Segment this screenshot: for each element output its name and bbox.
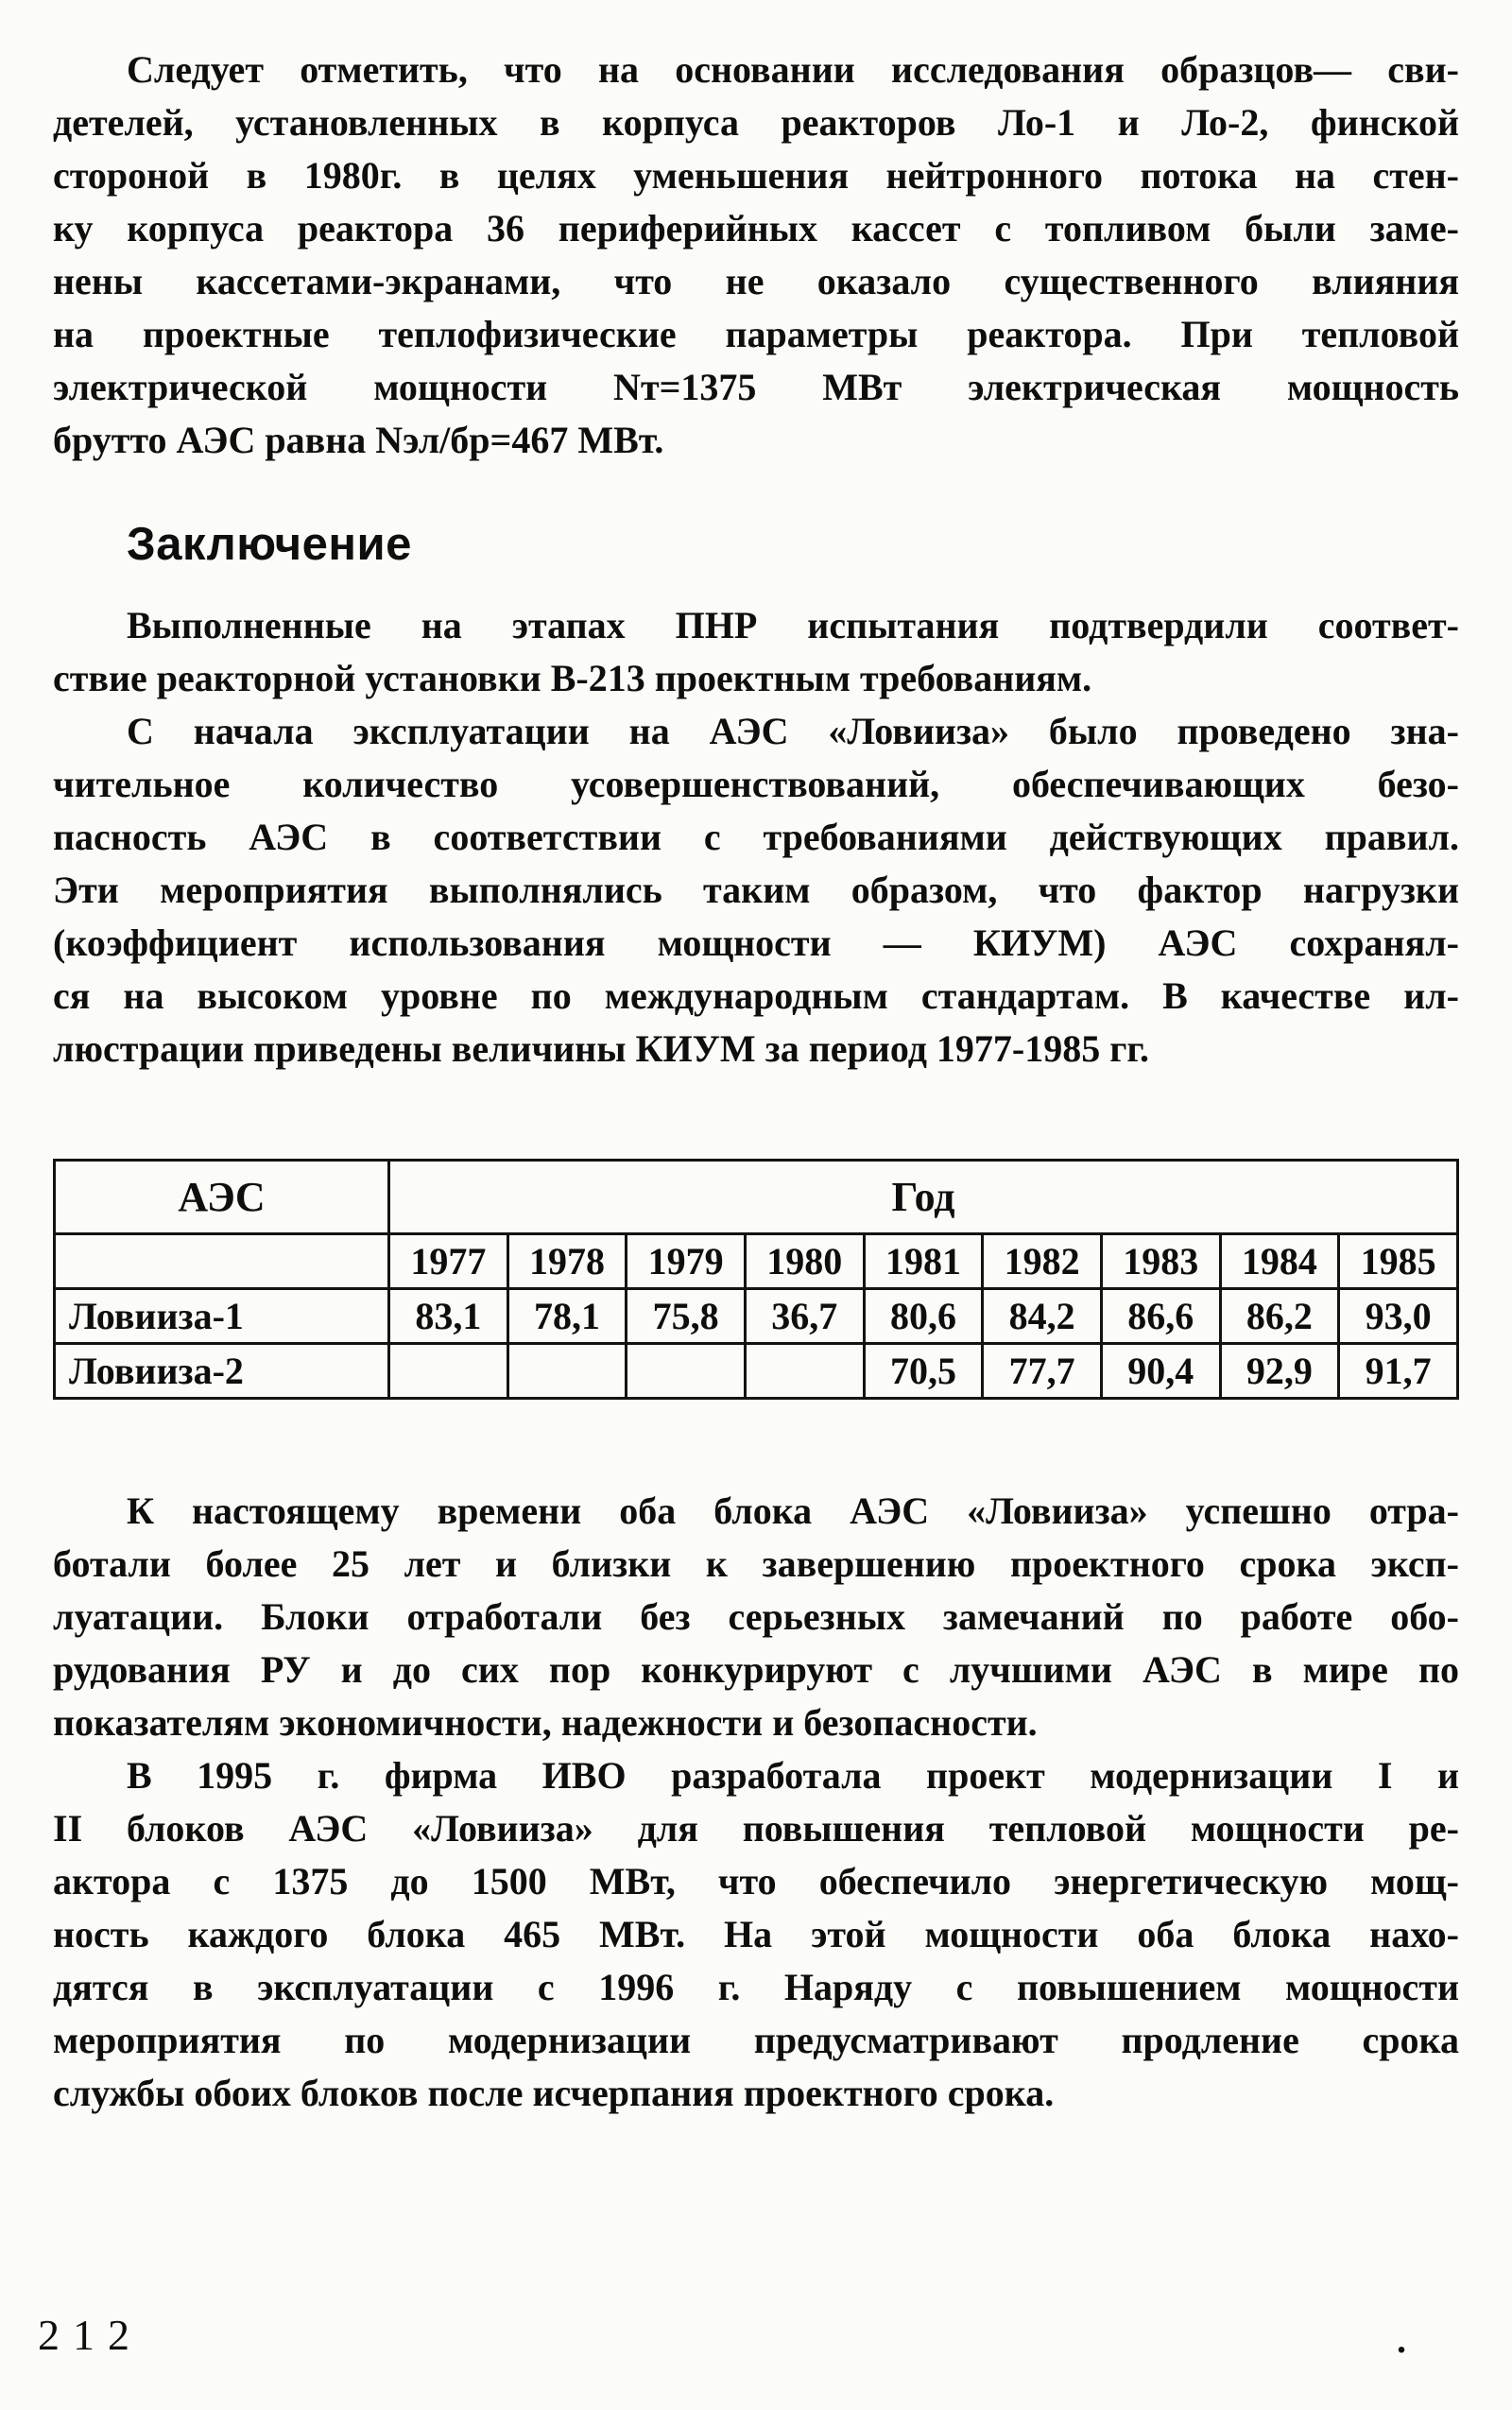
text-line: II блоков АЭС «Ловииза» для повышения тепловой мощности ре- bbox=[53, 1807, 1459, 1850]
text-line: службы обоих блоков после исчерпания проектного срока. bbox=[53, 2072, 1055, 2114]
text-line: К настоящему времени оба блока АЭС «Ловииза» успешно отра- bbox=[127, 1489, 1459, 1532]
table-year: 1985 bbox=[1339, 1234, 1458, 1289]
table-row-label: Ловииза-2 bbox=[55, 1344, 389, 1399]
table-years-row bbox=[55, 1234, 1458, 1289]
table-group-header: Год bbox=[389, 1161, 1458, 1234]
text-line: стороной в 1980г. в целях уменьшения нейтронного потока на стен- bbox=[53, 154, 1459, 197]
table-value: 92,9 bbox=[1220, 1344, 1339, 1399]
text-line: на проектные теплофизические параметры реактора. При тепловой bbox=[53, 313, 1459, 355]
table-value: 91,7 bbox=[1339, 1344, 1458, 1399]
table-year: 1978 bbox=[507, 1234, 627, 1289]
table-value: 90,4 bbox=[1101, 1344, 1220, 1399]
table-year: 1983 bbox=[1101, 1234, 1220, 1289]
table-value bbox=[627, 1344, 746, 1399]
table-value bbox=[745, 1344, 864, 1399]
text-line: брутто АЭС равна Nэл/бр=467 МВт. bbox=[53, 419, 664, 461]
text-line: Выполненные на этапах ПНР испытания подтвердили соответ- bbox=[127, 604, 1459, 646]
table-value bbox=[507, 1344, 627, 1399]
text-line: мероприятия по модернизации предусматривают продление срока bbox=[53, 2019, 1459, 2061]
table-value: 86,2 bbox=[1220, 1289, 1339, 1344]
text-line: люстрации приведены величины КИУМ за период 1977-1985 гг. bbox=[53, 1027, 1150, 1070]
paragraph-conclusion-1 bbox=[53, 599, 1459, 705]
table-year: 1977 bbox=[389, 1234, 508, 1289]
table-header-row bbox=[55, 1161, 1458, 1234]
table-value: 80,6 bbox=[864, 1289, 983, 1344]
table-empty-cell bbox=[55, 1234, 389, 1289]
table-value bbox=[389, 1344, 508, 1399]
table-year: 1982 bbox=[983, 1234, 1102, 1289]
table-corner-header: АЭС bbox=[55, 1161, 389, 1234]
text-line: ся на высоком уровне по международным стандартам. В качестве ил- bbox=[53, 974, 1459, 1017]
table-value: 77,7 bbox=[983, 1344, 1102, 1399]
text-line: ку корпуса реактора 36 периферийных кассет с топливом были заме- bbox=[53, 207, 1459, 250]
paragraph-modernization bbox=[53, 1749, 1459, 2120]
table-value: 78,1 bbox=[507, 1289, 627, 1344]
table-year: 1981 bbox=[864, 1234, 983, 1289]
paragraph-intro bbox=[53, 43, 1459, 467]
paragraph-operation-history bbox=[53, 1485, 1459, 1749]
text-line: пасность АЭС в соответствии с требованиями действующих правил. bbox=[53, 816, 1459, 858]
text-line: Следует отметить, что на основании исследования образцов— сви- bbox=[127, 48, 1459, 91]
text-line: детелей, установленных в корпуса реакторов Ло-1 и Ло-2, финской bbox=[53, 101, 1459, 144]
text-line: луатации. Блоки отработали без серьезных замечаний по работе обо- bbox=[53, 1595, 1459, 1638]
table-row bbox=[55, 1344, 1458, 1399]
table-value: 93,0 bbox=[1339, 1289, 1458, 1344]
scan-artifact-dot: . bbox=[1397, 2318, 1406, 2361]
table-value: 84,2 bbox=[983, 1289, 1102, 1344]
text-line: Эти мероприятия выполнялись таким образом, что фактор нагрузки bbox=[53, 869, 1459, 911]
text-line: электрической мощности Nт=1375 МВт электрическая мощность bbox=[53, 366, 1459, 408]
page-number: 212 bbox=[38, 2311, 143, 2359]
paragraph-conclusion-2 bbox=[53, 705, 1459, 1076]
text-line: (коэффициент использования мощности — КИУМ) АЭС сохранял- bbox=[53, 921, 1459, 964]
table-value: 75,8 bbox=[627, 1289, 746, 1344]
table-value: 83,1 bbox=[389, 1289, 508, 1344]
text-line: ность каждого блока 465 МВт. На этой мощности оба блока нахо- bbox=[53, 1913, 1459, 1955]
text-line: С начала эксплуатации на АЭС «Ловииза» было проведено зна- bbox=[127, 710, 1459, 752]
table-year: 1979 bbox=[627, 1234, 746, 1289]
text-line: ствие реакторной установки В-213 проектным требованиям. bbox=[53, 657, 1092, 699]
table-year: 1984 bbox=[1220, 1234, 1339, 1289]
table-year: 1980 bbox=[745, 1234, 864, 1289]
table-value: 70,5 bbox=[864, 1344, 983, 1399]
text-line: показателям экономичности, надежности и безопасности. bbox=[53, 1701, 1038, 1744]
table-value: 86,6 bbox=[1101, 1289, 1220, 1344]
text-line: нены кассетами-экранами, что не оказало существенного влияния bbox=[53, 260, 1459, 302]
text-line: чительное количество усовершенствований, обеспечивающих безо- bbox=[53, 763, 1459, 805]
table-row-label: Ловииза-1 bbox=[55, 1289, 389, 1344]
text-line: рудования РУ и до сих пор конкурируют с лучшими АЭС в мире по bbox=[53, 1648, 1459, 1691]
table-row bbox=[55, 1289, 1458, 1344]
text-line: дятся в эксплуатации с 1996 г. Наряду с повышением мощности bbox=[53, 1966, 1459, 2008]
text-line: актора с 1375 до 1500 МВт, что обеспечило энергетическую мощ- bbox=[53, 1860, 1459, 1902]
section-heading: Заключение bbox=[127, 519, 412, 570]
text-line: В 1995 г. фирма ИВО разработала проект модернизации I и bbox=[127, 1754, 1459, 1797]
kium-table bbox=[53, 1159, 1459, 1400]
table-value: 36,7 bbox=[745, 1289, 864, 1344]
text-line: ботали более 25 лет и близки к завершению проектного срока эксп- bbox=[53, 1542, 1459, 1585]
